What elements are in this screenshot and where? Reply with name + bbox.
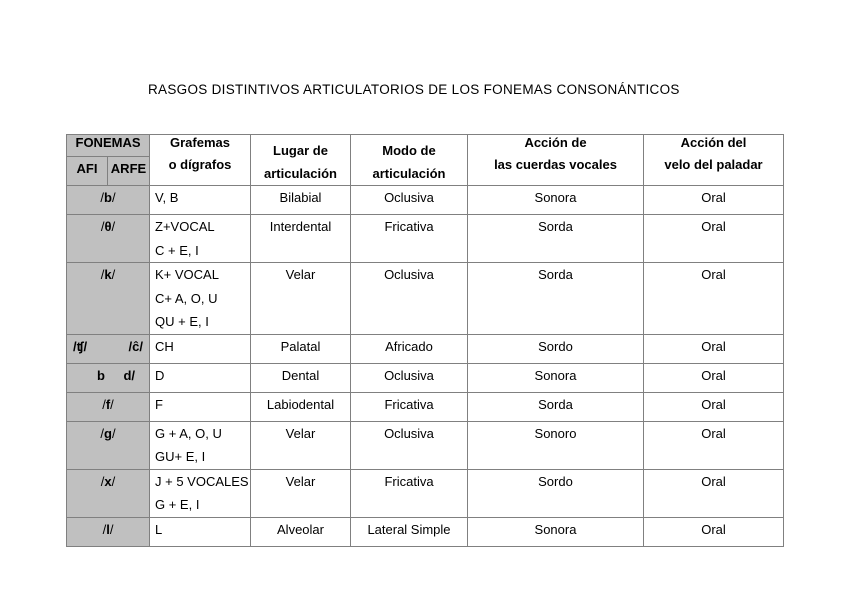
grapheme-cell: V, B	[150, 186, 251, 215]
modo-cell: Oclusiva	[351, 421, 468, 469]
cuerdas-cell: Sorda	[468, 392, 644, 421]
table-row	[67, 186, 784, 215]
header-fonemas: FONEMAS	[67, 135, 150, 157]
velo-cell: Oral	[644, 215, 784, 263]
phoneme-cell: /θ/	[67, 215, 150, 263]
modo-cell: Fricativa	[351, 392, 468, 421]
grapheme-cell: CH	[150, 334, 251, 363]
table-row	[67, 263, 784, 335]
velo-cell: Oral	[644, 334, 784, 363]
velo-cell: Oral	[644, 392, 784, 421]
cuerdas-cell: Sordo	[468, 469, 644, 517]
header-cuerdas	[468, 135, 644, 186]
modo-cell: Oclusiva	[351, 263, 468, 335]
grapheme-cell: Z+VOCAL C + E, I	[150, 215, 251, 263]
phoneme-cell	[67, 334, 150, 363]
modo-cell: Oclusiva	[351, 186, 468, 215]
table-row	[67, 392, 784, 421]
velo-cell: Oral	[644, 263, 784, 335]
phoneme-cell: /l/	[67, 517, 150, 546]
cuerdas-cell: Sonora	[468, 517, 644, 546]
cuerdas-cell: Sonora	[468, 363, 644, 392]
lugar-cell: Bilabial	[251, 186, 351, 215]
cuerdas-cell: Sorda	[468, 215, 644, 263]
header-modo	[351, 135, 468, 186]
header-velo-line1: Acción del	[680, 135, 747, 150]
phoneme-table	[66, 134, 784, 547]
table-row	[67, 517, 784, 546]
header-velo-line2: velo del paladar	[664, 157, 763, 172]
phoneme-cell: /g/	[67, 421, 150, 469]
header-lugar-line1: Lugar de	[273, 143, 328, 158]
header-grafemas	[150, 135, 251, 186]
modo-cell: Fricativa	[351, 215, 468, 263]
cuerdas-cell: Sordo	[468, 334, 644, 363]
phoneme-arfe: /ĉ/	[128, 338, 143, 354]
lugar-cell: Velar	[251, 469, 351, 517]
cuerdas-cell: Sonora	[468, 186, 644, 215]
header-afi: AFI	[67, 157, 108, 186]
lugar-cell: Velar	[251, 263, 351, 335]
header-cuerdas-line1: Acción de	[524, 135, 587, 150]
grapheme-cell: K+ VOCAL C+ A, O, U QU + E, I	[150, 263, 251, 335]
header-velo	[644, 135, 784, 186]
table-row	[67, 469, 784, 517]
phoneme-cell	[67, 363, 150, 392]
phoneme-cell: /x/	[67, 469, 150, 517]
header-cuerdas-line2: las cuerdas vocales	[494, 157, 617, 172]
phoneme-arfe: d/	[123, 367, 135, 383]
header-arfe: ARFE	[108, 157, 150, 186]
grapheme-cell: D	[150, 363, 251, 392]
phoneme-cell: /b/	[67, 186, 150, 215]
modo-cell: Africado	[351, 334, 468, 363]
phoneme-cell: /f/	[67, 392, 150, 421]
phoneme-afi: /ʧ/	[73, 338, 88, 354]
grapheme-cell: J + 5 VOCALES G + E, I	[150, 469, 251, 517]
velo-cell: Oral	[644, 469, 784, 517]
table-row	[67, 363, 784, 392]
grapheme-cell: F	[150, 392, 251, 421]
table-row	[67, 215, 784, 263]
lugar-cell: Dental	[251, 363, 351, 392]
velo-cell: Oral	[644, 363, 784, 392]
header-modo-line2: articulación	[372, 166, 446, 181]
lugar-cell: Alveolar	[251, 517, 351, 546]
table-row	[67, 421, 784, 469]
grapheme-cell: L	[150, 517, 251, 546]
velo-cell: Oral	[644, 186, 784, 215]
velo-cell: Oral	[644, 421, 784, 469]
lugar-cell: Palatal	[251, 334, 351, 363]
table-row	[67, 334, 784, 363]
phoneme-cell: /k/	[67, 263, 150, 335]
velo-cell: Oral	[644, 517, 784, 546]
lugar-cell: Velar	[251, 421, 351, 469]
lugar-cell: Interdental	[251, 215, 351, 263]
header-grafemas-line2: o dígrafos	[168, 157, 232, 172]
header-modo-line1: Modo de	[382, 143, 436, 158]
modo-cell: Lateral Simple	[351, 517, 468, 546]
header-lugar-line2: articulación	[264, 166, 337, 181]
modo-cell: Oclusiva	[351, 363, 468, 392]
cuerdas-cell: Sonoro	[468, 421, 644, 469]
document-title: RASGOS DISTINTIVOS ARTICULATORIOS DE LOS FONEMAS CONSONÁNTICOS	[148, 82, 680, 97]
phoneme-afi: b	[97, 367, 105, 383]
header-lugar	[251, 135, 351, 186]
lugar-cell: Labiodental	[251, 392, 351, 421]
header-grafemas-line1: Grafemas	[170, 135, 230, 150]
modo-cell: Fricativa	[351, 469, 468, 517]
grapheme-cell: G + A, O, U GU+ E, I	[150, 421, 251, 469]
cuerdas-cell: Sorda	[468, 263, 644, 335]
